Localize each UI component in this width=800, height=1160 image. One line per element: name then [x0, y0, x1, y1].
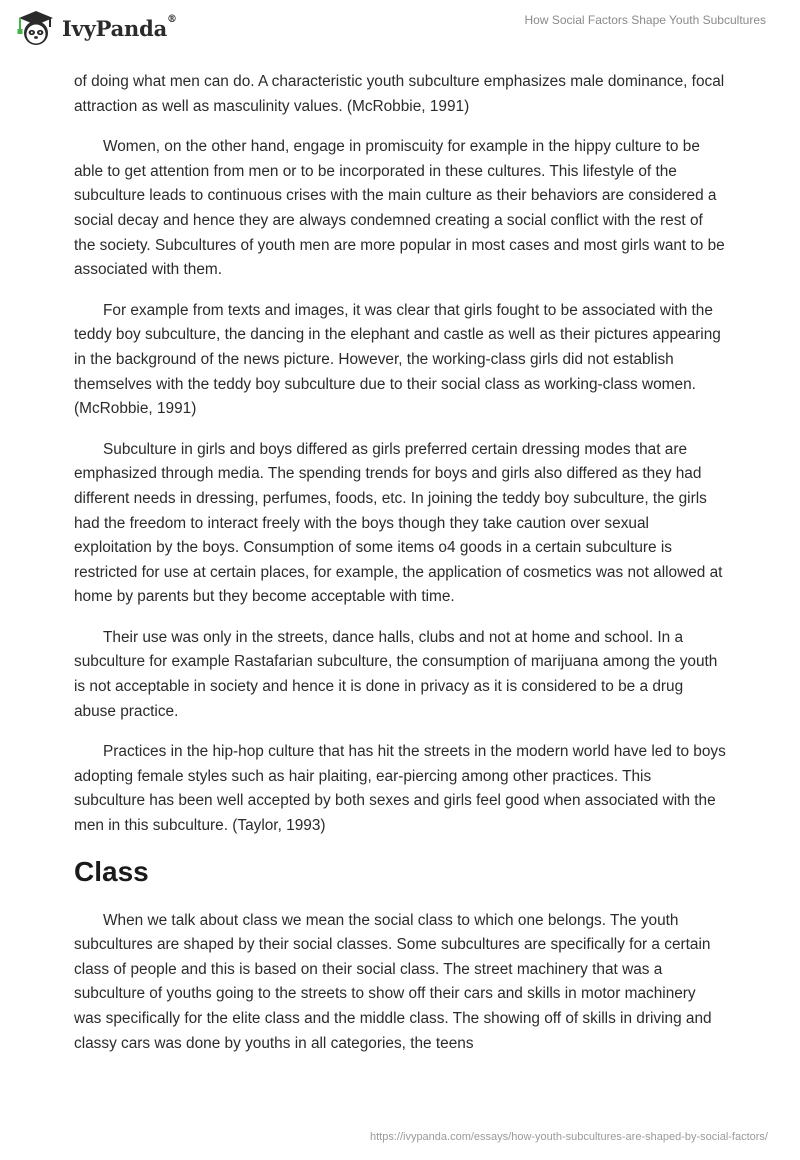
section-heading: Class: [74, 855, 149, 887]
paragraph: Women, on the other hand, engage in promiscuity for example in the hippy culture to be able to get attention from men or to be incorporated in these cultures. This lifestyle of the subculture leads to continuous crises with the main culture as their behaviors are considered a social decay and hence they are always condemned creating a social conflict with the rest of the society. Subcultures of youth men are more popular in most cases and most girls want to be associated with them.: [74, 138, 725, 279]
document-title: How Social Factors Shape Youth Subcultures: [524, 13, 766, 27]
logo-text: IvyPanda®: [62, 13, 177, 41]
paragraph: For example from texts and images, it was clear that girls fought to be associated with the teddy boy subculture, the dancing in the elephant and castle as well as their pictures appearing in the background of the news picture. However, the working-class girls did not establish themselves with the teddy boy subculture due to their social class as working-class women. (McRobbie, 1991): [74, 301, 721, 418]
page-header: [0, 0, 800, 60]
paragraph: Practices in the hip-hop culture that has hit the streets in the modern world have led to boys adopting female styles such as hair plaiting, ear-piercing among other practices. This subculture has been well accepted by both sexes and girls feel good when associated with the men in this subculture. (Taylor, 1993): [74, 743, 726, 835]
paragraph: of doing what men can do. A characteristic youth subculture emphasizes male dominance, focal attraction as well as masculinity values. (McRobbie, 1991): [74, 73, 725, 115]
paragraph: When we talk about class we mean the social class to which one belongs. The youth subcultures are shaped by their social classes. Some subcultures are specifically for a certain class of people and this is based on their social class. The street machinery that was a subculture of youths going to the streets to show off their cars and skills in motor machinery was specifically for the elite class and the middle class. The showing off of skills in driving and classy cars was done by youths in all categories, the teens: [74, 911, 712, 1052]
paragraph: Subculture in girls and boys differed as girls preferred certain dressing modes that are emphasized through media. The spending trends for boys and girls also differed as they had different needs in dressing, perfumes, foods, etc. In joining the teddy boy subculture, the girls had the freedom to interact freely with the boys though they take caution over sexual exploitation by the boys. Consumption of some items o4 goods in a certain subculture is restricted for use at certain places, for example, the application of cosmetics was not allowed at home by parents but they become acceptable with time.: [74, 440, 723, 606]
panda-graduate-icon: [16, 8, 56, 48]
paragraph: Their use was only in the streets, dance halls, clubs and not at home and school. In a subculture for example Rastafarian subculture, the consumption of marijuana among the youth is not acceptable in society and hence it is done in privacy as it is considered to be a drug abuse practice.: [74, 628, 718, 720]
essay-body: [74, 70, 726, 1072]
source-url[interactable]: https://ivypanda.com/essays/how-youth-subcultures-are-shaped-by-social-factors/: [369, 1131, 768, 1143]
ivypanda-logo[interactable]: [16, 8, 177, 48]
